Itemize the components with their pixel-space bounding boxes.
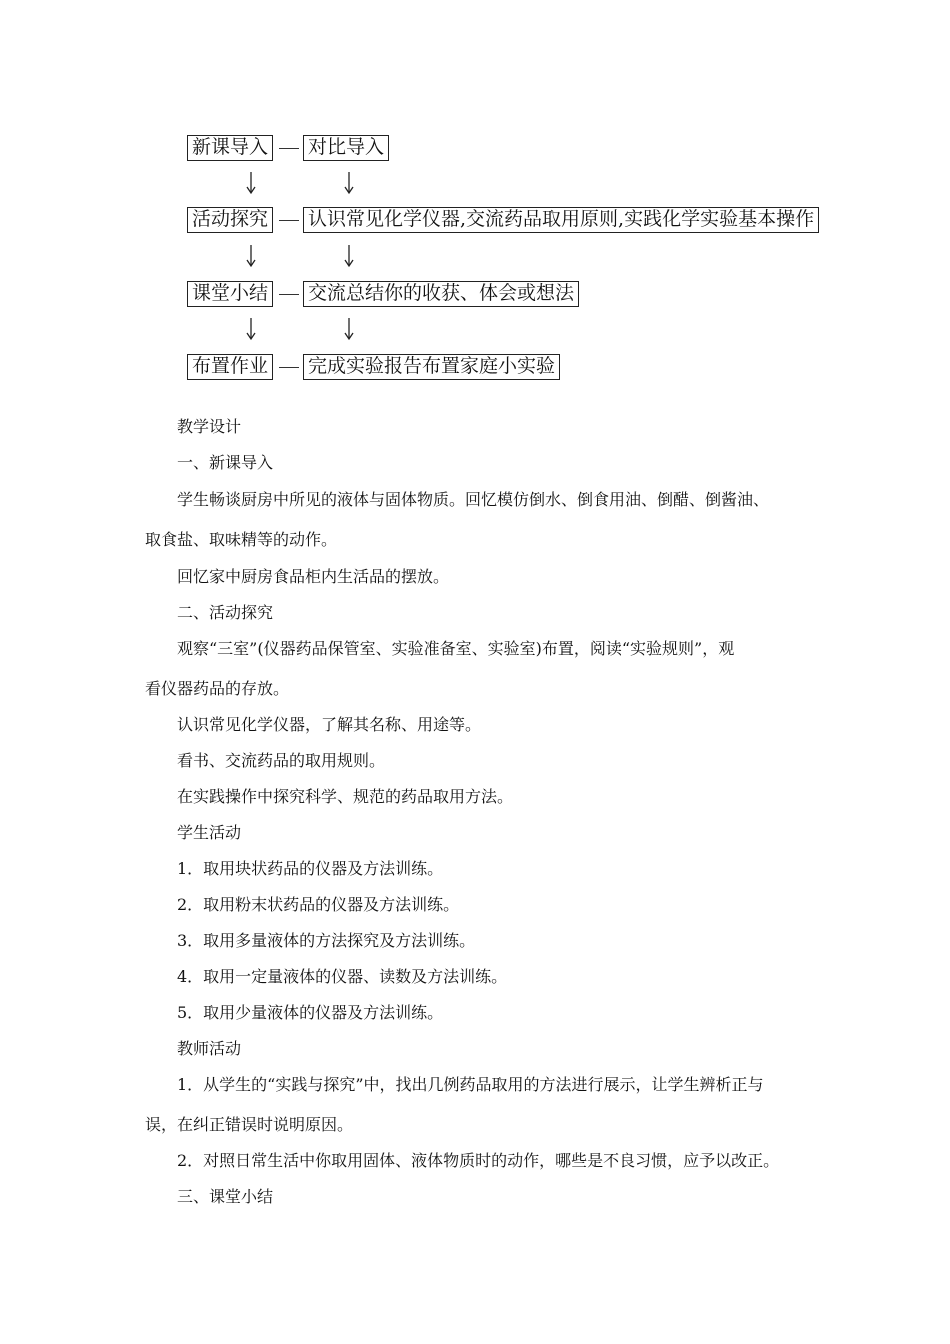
list-item: 3．取用多量液体的方法探究及方法训练。 [177,931,476,950]
list-item: 1．从学生的“实践与探究”中，找出几例药品取用的方法进行展示，让学生辨析正与 [177,1075,764,1094]
paragraph-line: 学生畅谈厨房中所见的液体与固体物质。回忆模仿倒水、倒食用油、倒醋、倒酱油、 [177,490,770,509]
arrow-down-icon [244,245,258,269]
arrow-down-icon [342,245,356,269]
flow-connector [279,294,299,295]
section-heading: 学生活动 [177,823,242,842]
lesson-flowchart [0,0,950,400]
section-heading: 三、课堂小结 [177,1187,274,1206]
section-heading: 教学设计 [177,417,242,436]
paragraph-line: 认识常见化学仪器，了解其名称、用途等。 [177,715,482,734]
section-heading: 一、新课导入 [177,453,274,472]
list-item: 2．对照日常生活中你取用固体、液体物质时的动作，哪些是不良习惯，应予以改正。 [177,1151,780,1170]
paragraph-line: 看书、交流药品的取用规则。 [177,751,386,770]
flow-detail-box: 认识常见化学仪器,交流药品取用原则,实践化学实验基本操作 [303,207,819,233]
paragraph-line: 在实践操作中探究科学、规范的药品取用方法。 [177,787,514,806]
paragraph-line: 观察“三室”(仪器药品保管室、实验准备室、实验室)布置，阅读“实验规则”，观 [177,639,735,658]
list-item: 5．取用少量液体的仪器及方法训练。 [177,1003,444,1022]
list-item: 4．取用一定量液体的仪器、读数及方法训练。 [177,967,508,986]
paragraph-line: 回忆家中厨房食品柜内生活品的摆放。 [177,567,450,586]
flow-connector [279,367,299,368]
paragraph-line: 看仪器药品的存放。 [145,679,290,698]
paragraph-line: 取食盐、取味精等的动作。 [145,530,338,549]
list-item: 2．取用粉末状药品的仪器及方法训练。 [177,895,460,914]
flow-connector [279,220,299,221]
flow-stage-box: 课堂小结 [187,281,273,307]
section-heading: 二、活动探究 [177,603,274,622]
flow-connector [279,148,299,149]
flow-stage-box: 活动探究 [187,207,273,233]
flow-stage-box: 新课导入 [187,135,273,161]
section-heading: 教师活动 [177,1039,242,1058]
arrow-down-icon [342,318,356,342]
flow-detail-box: 完成实验报告布置家庭小实验 [303,354,560,380]
flow-detail-box: 交流总结你的收获、体会或想法 [303,281,579,307]
arrow-down-icon [342,172,356,196]
list-item: 1．取用块状药品的仪器及方法训练。 [177,859,444,878]
flow-stage-box: 布置作业 [187,354,273,380]
arrow-down-icon [244,172,258,196]
arrow-down-icon [244,318,258,342]
flow-detail-box: 对比导入 [303,135,389,161]
paragraph-line: 误，在纠正错误时说明原因。 [145,1115,354,1134]
